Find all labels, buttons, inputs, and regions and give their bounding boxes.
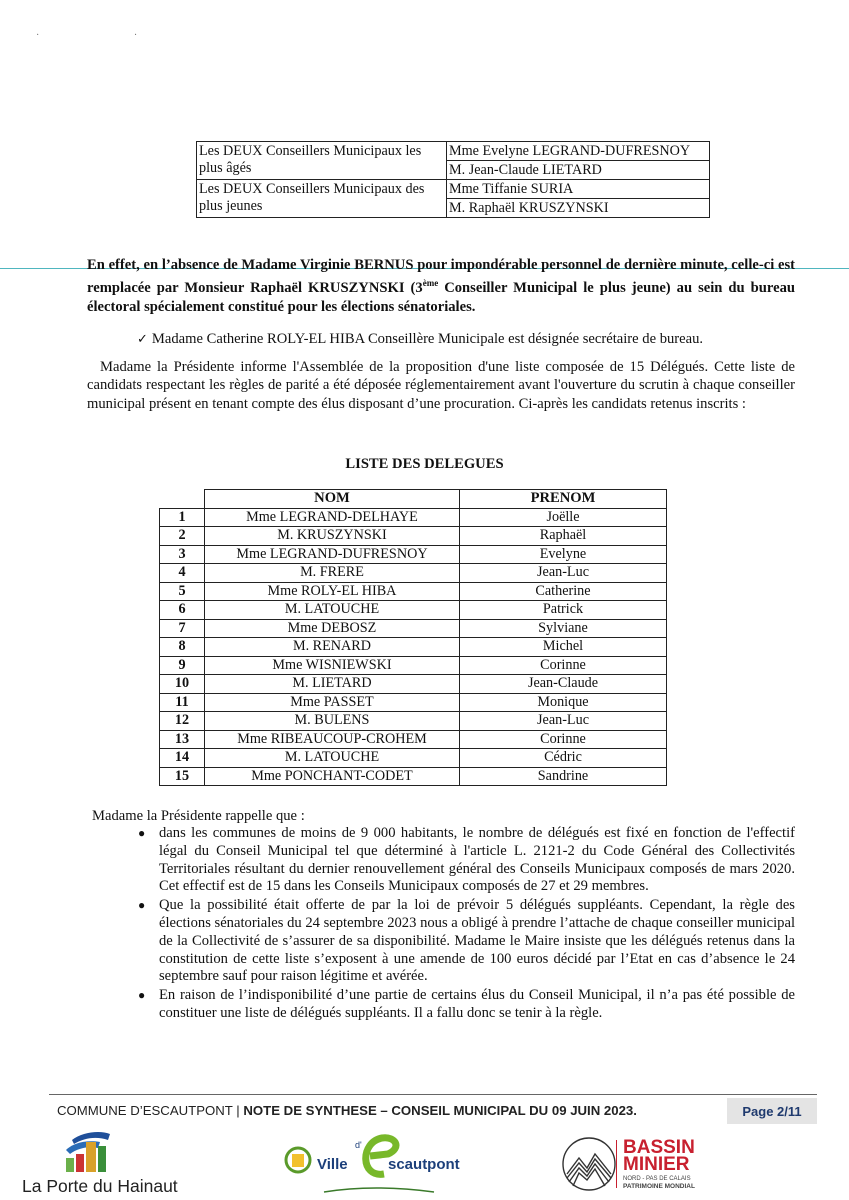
delegate-nom: Mme ROLY-EL HIBA (205, 582, 460, 601)
porte-hainaut-emblem-icon (22, 1128, 112, 1174)
bassin-minier-title (623, 1139, 695, 1173)
footer-separator: | (232, 1103, 244, 1118)
footer-note-title: NOTE DE SYNTHESE – CONSEIL MUNICIPAL DU 09 JUIN 2023. (243, 1103, 637, 1118)
delegate-prenom: Jean-Luc (460, 712, 667, 731)
bassin-text: BASSIN (623, 1137, 695, 1158)
delegate-nom: Mme LEGRAND-DELHAYE (205, 508, 460, 527)
table-row (160, 582, 667, 601)
bureau-label: Les DEUX Conseillers Municipaux des plus jeunes (197, 180, 447, 218)
delegate-nom: M. LIETARD (205, 675, 460, 694)
row-number: 3 (160, 545, 205, 564)
table-row (160, 767, 667, 786)
bullet-icon: ● (138, 988, 146, 1003)
list-item (130, 825, 795, 896)
delegate-nom: Mme DEBOSZ (205, 619, 460, 638)
delegate-prenom: Raphaël (460, 527, 667, 546)
list-title: LISTE DES DELEGUES (345, 456, 504, 472)
table-row (160, 619, 667, 638)
minier-text: MINIER (623, 1154, 690, 1175)
paragraph-text: En effet, en l’absence de Madame Virginie BERNUS pour impondérable personnel de dernière minute, celle-ci est remplacée par Monsieur Raphaël KRUSZYNSKI (3 (87, 257, 795, 297)
secretary-item (137, 331, 703, 348)
bureau-member: M. Raphaël KRUSZYNSKI (447, 199, 710, 218)
bullet-icon: ● (138, 898, 146, 913)
ville-d-text: d' (355, 1140, 362, 1150)
ville-text: Ville (317, 1156, 348, 1173)
table-row (160, 508, 667, 527)
bureau-member: Mme Evelyne LEGRAND-DUFRESNOY (447, 142, 710, 161)
porte-hainaut-text: La Porte du Hainaut (22, 1176, 178, 1196)
page-number-badge: Page 2/11 (727, 1098, 817, 1124)
delegate-nom: M. KRUSZYNSKI (205, 527, 460, 546)
delegate-prenom: Jean-Luc (460, 564, 667, 583)
delegate-prenom: Michel (460, 638, 667, 657)
bassin-minier-logo (561, 1136, 731, 1196)
list-item-text: En raison de l’indisponibilité d’une partie de certains élus du Conseil Municipal, il n’a pas été possible de constituer une liste de délégués suppléants. Il a fallu donc se tenir à la règle. (159, 987, 795, 1021)
list-item-text: Que la possibilité était offerte de par la loi de prévoir 5 délégués suppléants. Cependant, la règle des élections sénatoriales du 24 septembre 2023 nous a obligé à prendre l’attache de chaque conseiller municipal de la Collectivité de s’assurer de sa disponibilité. Madame le Maire insiste que les délégués retenus dans la constitution de cette liste s’exposent à une amende de 100 euros décidé par l’Etat en cas d’absence le 24 septembre sauf pour raison légitime et avérée. (159, 897, 795, 985)
delegate-nom: Mme PASSET (205, 693, 460, 712)
replacement-paragraph (87, 256, 795, 316)
row-number: 2 (160, 527, 205, 546)
footer-title (57, 1103, 637, 1118)
row-number: 5 (160, 582, 205, 601)
table-row (160, 638, 667, 657)
table-row (160, 730, 667, 749)
list-item (130, 897, 795, 986)
delegate-prenom: Corinne (460, 656, 667, 675)
row-number: 8 (160, 638, 205, 657)
delegates-table (159, 489, 667, 786)
delegate-nom: M. LATOUCHE (205, 601, 460, 620)
delegate-prenom: Sandrine (460, 767, 667, 786)
table-row (160, 564, 667, 583)
table-row (160, 693, 667, 712)
scan-artifact-dots: · · (36, 30, 184, 41)
bassin-minier-subtitle (623, 1176, 695, 1191)
row-number: 13 (160, 730, 205, 749)
header-blank (160, 490, 205, 509)
table-row (160, 601, 667, 620)
delegate-nom: M. BULENS (205, 712, 460, 731)
bullet-icon: ● (138, 826, 146, 840)
footer-divider (49, 1094, 817, 1095)
checkmark-icon: ✓ (137, 332, 148, 347)
paragraph-text: Conseiller Municipal le plus jeune) au sein du bureau électoral spécialement constitué pour les élections sénatoriales. (87, 280, 796, 315)
bureau-member: M. Jean-Claude LIETARD (447, 161, 710, 180)
row-number: 11 (160, 693, 205, 712)
row-number: 1 (160, 508, 205, 527)
table-row (160, 749, 667, 768)
bureau-table (196, 141, 710, 218)
list-item (130, 987, 795, 1023)
table-row (197, 180, 710, 199)
table-row (160, 675, 667, 694)
delegate-nom: M. FRERE (205, 564, 460, 583)
footer-commune: COMMUNE D’ESCAUTPONT (57, 1103, 233, 1118)
table-row (160, 545, 667, 564)
row-number: 15 (160, 767, 205, 786)
delegate-prenom: Corinne (460, 730, 667, 749)
row-number: 6 (160, 601, 205, 620)
row-number: 7 (160, 619, 205, 638)
delegate-prenom: Cédric (460, 749, 667, 768)
delegate-nom: Mme PONCHANT-CODET (205, 767, 460, 786)
delegate-nom: Mme WISNIEWSKI (205, 656, 460, 675)
ville-escautpont-logo (284, 1134, 519, 1200)
table-row (160, 527, 667, 546)
porte-hainaut-logo (22, 1128, 222, 1198)
superscript: ème (422, 278, 439, 289)
row-number: 9 (160, 656, 205, 675)
delegate-nom: M. RENARD (205, 638, 460, 657)
secretary-text: Madame Catherine ROLY-EL HIBA Conseillère Municipale est désignée secrétaire de bureau. (151, 331, 704, 347)
row-number: 10 (160, 675, 205, 694)
delegate-prenom: Evelyne (460, 545, 667, 564)
delegate-prenom: Catherine (460, 582, 667, 601)
delegate-nom: M. LATOUCHE (205, 749, 460, 768)
row-number: 4 (160, 564, 205, 583)
list-item-text: dans les communes de moins de 9 000 habitants, le nombre de délégués est fixé en fonction de l'effectif légal du Conseil Municipal tel que déterminé à l'article L. 2121-2 du Code Général des Collectivités Territoriales résultant du dernier renouvellement général des Conseils Municipaux composés de mars 2020. Cet effectif est de 15 dans les Conseils Municipaux composés de 27 et 29 membres. (159, 825, 795, 895)
delegate-nom: Mme RIBEAUCOUP-CROHEM (205, 730, 460, 749)
row-number: 12 (160, 712, 205, 731)
row-number: 14 (160, 749, 205, 768)
table-row (160, 656, 667, 675)
rappel-list (130, 825, 795, 1024)
table-header-row (160, 490, 667, 509)
delegate-prenom: Patrick (460, 601, 667, 620)
table-row (160, 712, 667, 731)
intro-paragraph: Madame la Présidente informe l'Assemblée de la proposition d'une liste composée de 15 Délégués. Cette liste de candidats respectant les règles de parité a été déposée réglementairement avant l'ouverture du scrutin à chaque conseiller municipal présent en tenant compte des élus disposant d’une procuration. Ci-après les candidats retenus inscrits : (87, 359, 795, 412)
table-row (197, 142, 710, 161)
escautpont-text: scautpont (388, 1156, 460, 1173)
delegate-nom: Mme LEGRAND-DUFRESNOY (205, 545, 460, 564)
rappel-intro: Madame la Présidente rappelle que : (92, 808, 305, 824)
bassin-sub-region: NORD - PAS DE CALAIS (623, 1176, 691, 1182)
header-nom: NOM (205, 490, 460, 509)
delegate-prenom: Jean-Claude (460, 675, 667, 694)
delegate-prenom: Sylviane (460, 619, 667, 638)
delegate-prenom: Monique (460, 693, 667, 712)
bassin-minier-emblem-icon (561, 1136, 617, 1192)
bassin-sub-heritage: PATRIMOINE MONDIAL (623, 1183, 695, 1190)
bureau-member: Mme Tiffanie SURIA (447, 180, 710, 199)
delegate-prenom: Joëlle (460, 508, 667, 527)
header-prenom: PRENOM (460, 490, 667, 509)
bureau-label: Les DEUX Conseillers Municipaux les plus âgés (197, 142, 447, 180)
